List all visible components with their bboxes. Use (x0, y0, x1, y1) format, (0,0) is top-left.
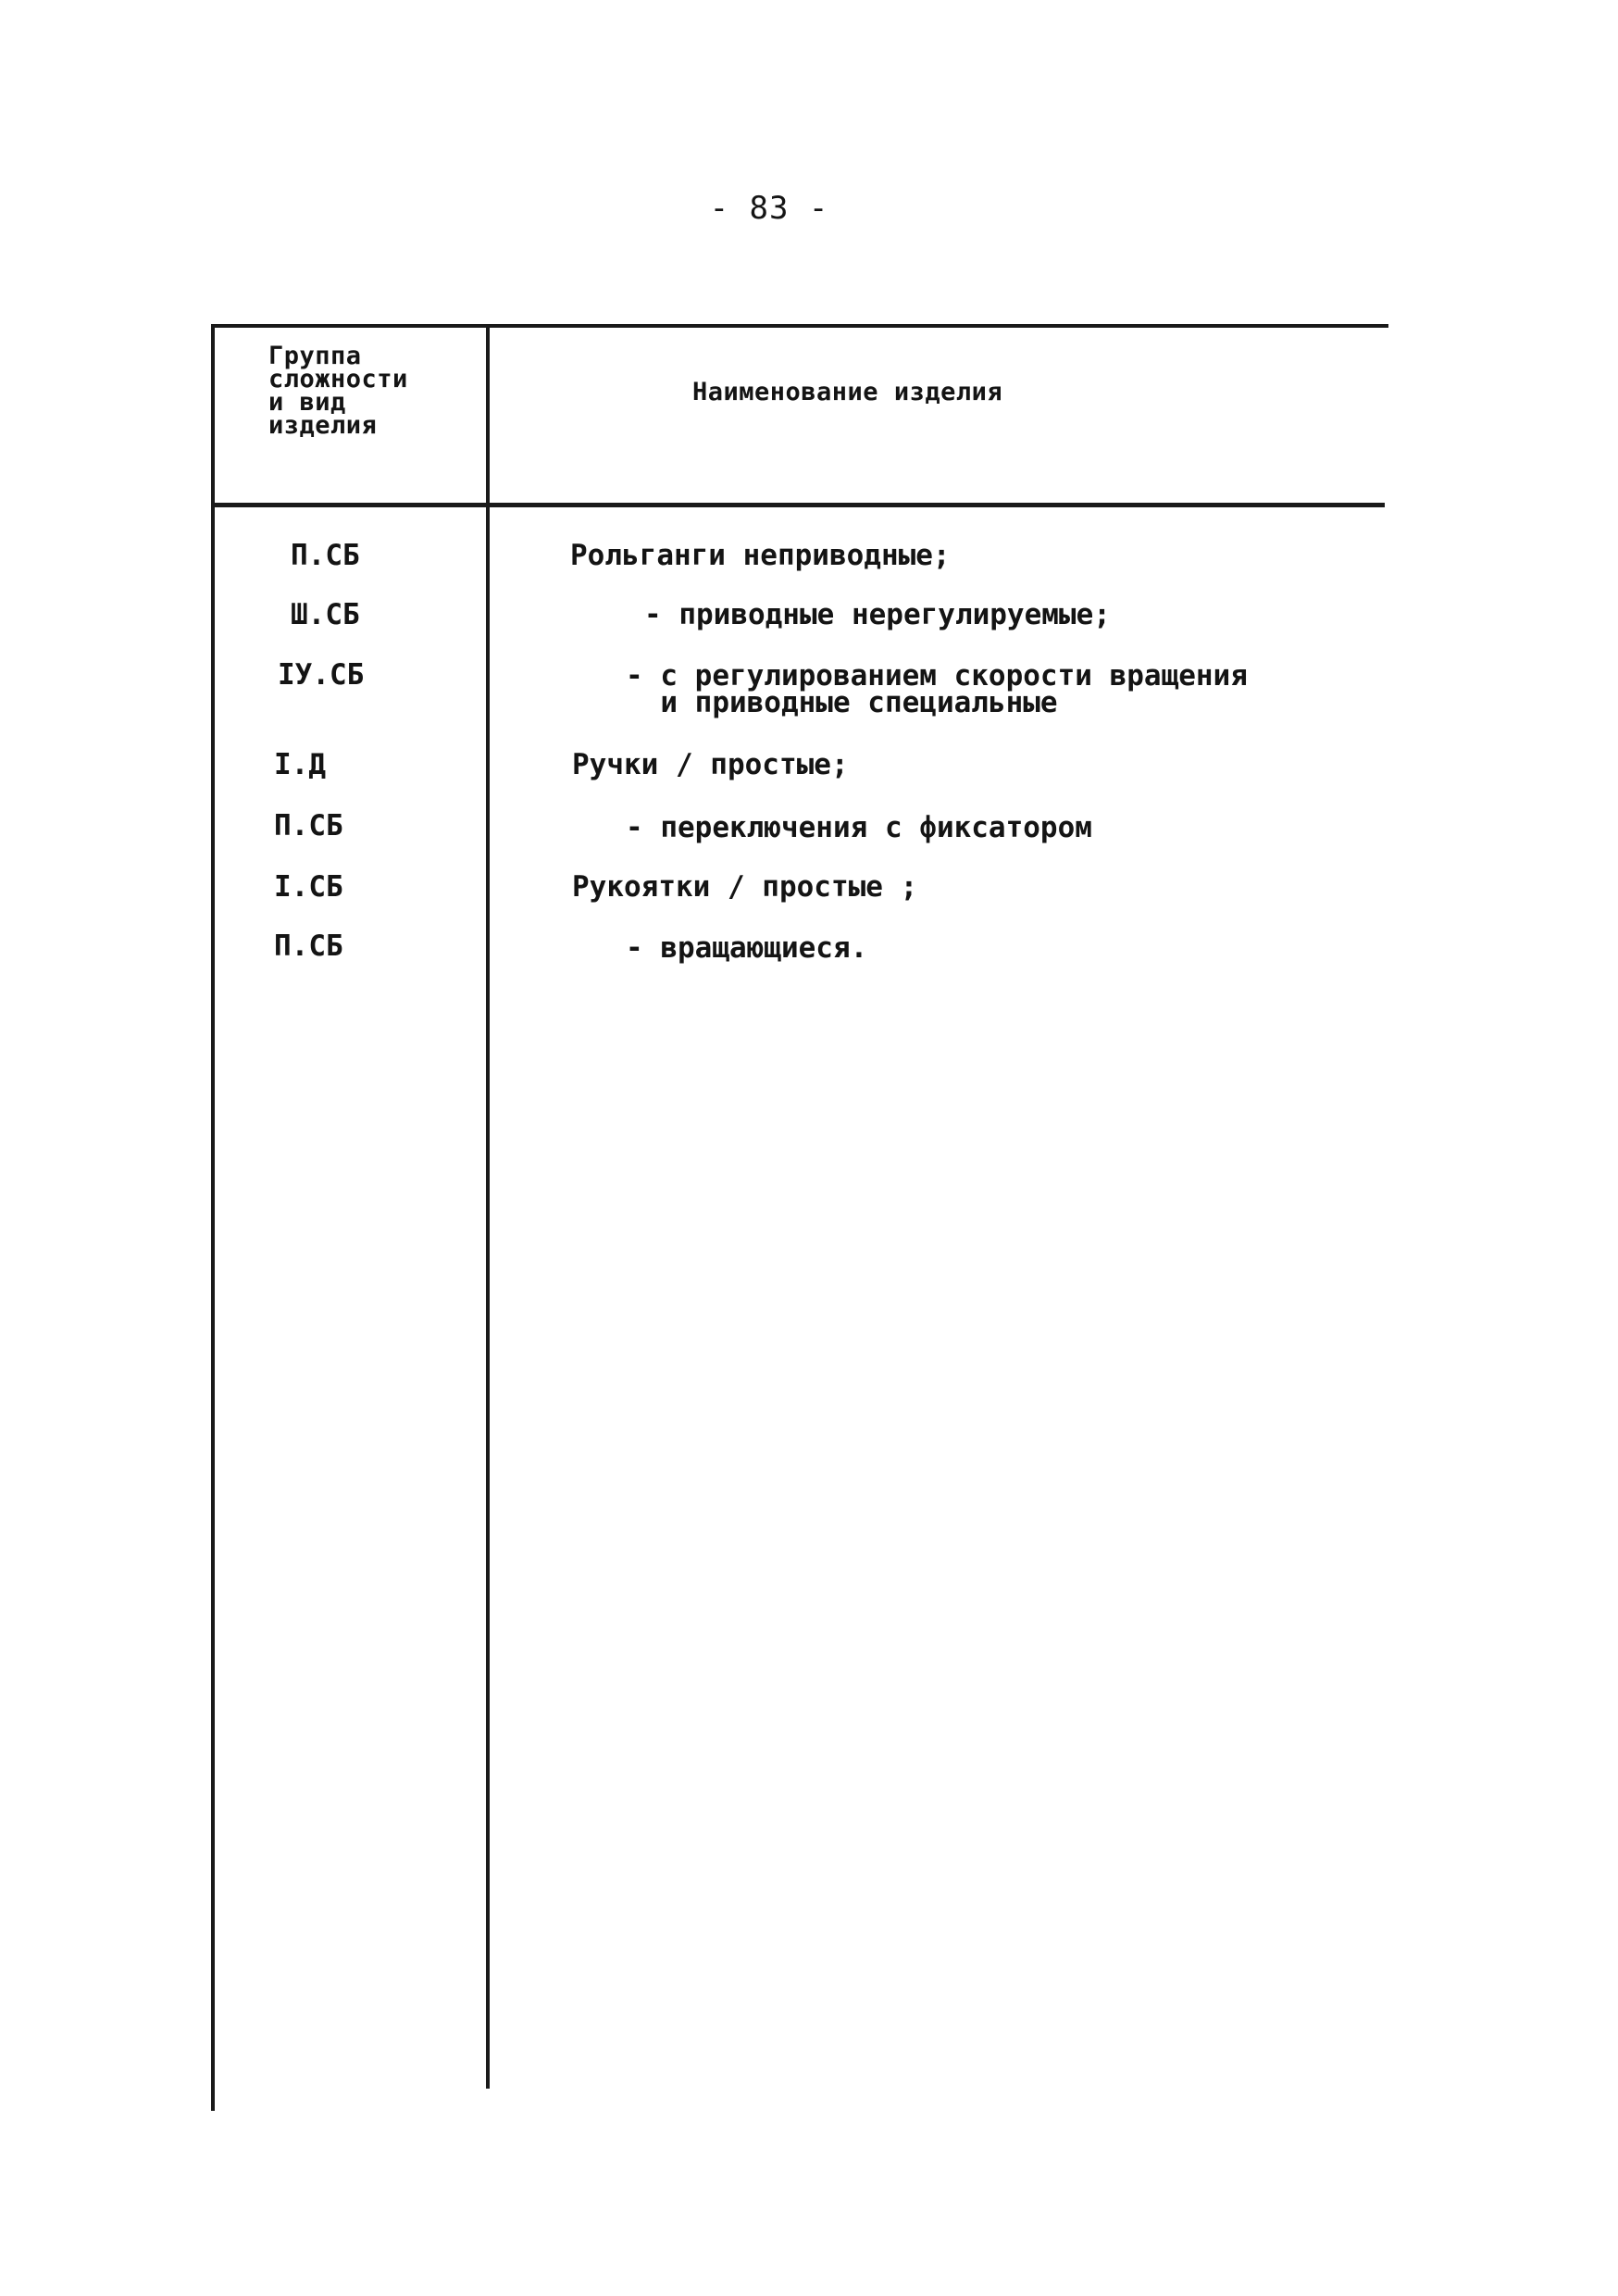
row-text: Ручки / простые; (572, 748, 849, 781)
row-code: П.СБ (291, 539, 360, 572)
row-code: I.Д (274, 748, 326, 781)
header-group-line: изделия (268, 411, 378, 440)
header-group-line: сложности (268, 365, 408, 393)
row-code: Ш.СБ (291, 598, 360, 631)
row-text: - с регулированием скорости вращения и приводные специальные (626, 659, 1248, 719)
header-group-column (268, 342, 408, 440)
row-text: Рольганги неприводные; (570, 539, 951, 572)
header-name-column: Наименование изделия (692, 378, 1003, 406)
row-text: - переключения с фиксатором (626, 811, 1092, 844)
row-text: - приводные нерегулируемые; (644, 598, 1111, 631)
row-code: I.СБ (274, 870, 343, 904)
page-number: - 83 - (709, 190, 829, 227)
table-left-rule (211, 324, 215, 2111)
row-code: П.СБ (274, 930, 343, 963)
header-group-line: Группа (268, 342, 362, 370)
header-group-line: и вид (268, 388, 346, 417)
table-top-rule (211, 324, 1388, 328)
row-code: П.СБ (274, 809, 343, 842)
row-code: IУ.СБ (278, 658, 365, 692)
table-column-divider (486, 324, 490, 2089)
row-text: Рукоятки / простые ; (572, 870, 918, 904)
row-text: - вращающиеся. (626, 931, 868, 965)
table-header-rule (211, 503, 1385, 507)
